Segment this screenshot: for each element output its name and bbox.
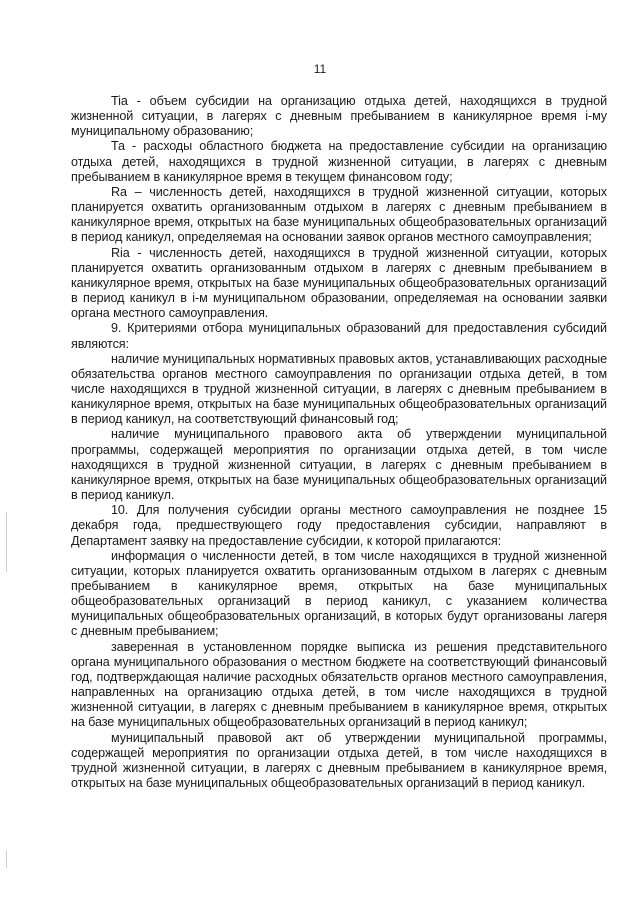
- paragraph-tia-definition: Tia - объем субсидии на организацию отдыха детей, находящихся в трудной жизненной ситуации, в лагерях с дневным пребыванием в каникулярное время i-му муниципальному образованию;: [71, 94, 607, 139]
- paragraph-ra-definition: Ra – численность детей, находящихся в трудной жизненной ситуации, которых планируется охватить организованным отдыхом в лагерях с дневным пребыванием в каникулярное время, открытых на базе муниципальных общеобразовательных организаций в период каникул, определяемая на основании заявок органов местного самоуправления;: [71, 184, 607, 245]
- paragraph-clause-10: 10. Для получения субсидии органы местного самоуправления не позднее 15 декабря года, предшествующего году предоставления субсидии, направляют в Департамент заявку на предоставление субсидии, к которой прилагаются:: [71, 503, 607, 548]
- paragraph-attachment-budget-extract: заверенная в установленном порядке выписка из решения представительного органа муниципального образования о местном бюджете на соответствующий финансовый год, подтверждающая наличие расходных обязательств органов местного самоуправления, направленных на организацию отдыха детей, в том числе находящихся в трудной жизненной ситуации, в лагерях с дневным пребыванием в каникулярное время, открытых на базе муниципальных общеобразовательных организаций в период каникул;: [71, 639, 607, 730]
- scan-edge-mark: [6, 850, 7, 868]
- paragraph-clause-9: 9. Критериями отбора муниципальных образований для предоставления субсидий являются:: [71, 321, 607, 351]
- paragraph-ria-definition: Ria - численность детей, находящихся в трудной жизненной ситуации, которых планируется охватить организованным отдыхом в лагерях с дневным пребыванием в каникулярное время, открытых на базе муниципальных общеобразовательных организаций в период каникул в i-м муниципальном образовании, определяемая на основании заявки органа местного самоуправления.: [71, 245, 607, 321]
- page-number: 11: [313, 62, 327, 76]
- paragraph-criterion-municipal-program: наличие муниципального правового акта об утверждении муниципальной программы, содержащей мероприятия по организации отдыха детей, в том числе находящихся в трудной жизненной ситуации, в лагерях с дневным пребыванием в каникулярное время, открытых на базе муниципальных общеобразовательных организаций в период каникул.: [71, 427, 607, 503]
- paragraph-ta-definition: Та - расходы областного бюджета на предоставление субсидии на организацию отдыха детей, находящихся в трудной жизненной ситуации, в лагерях с дневным пребыванием в каникулярное время в текущем финансовом году;: [71, 139, 607, 184]
- document-body: [71, 94, 607, 791]
- paragraph-attachment-children-info: информация о численности детей, в том числе находящихся в трудной жизненной ситуации, которых планируется охватить организованным отдыхом в лагерях с дневным пребыванием в каникулярное время, открытых на базе муниципальных общеобразовательных организаций в период каникул, с указанием количества муниципальных общеобразовательных организаций, в которых будут организованы лагеря с дневным пребыванием;: [71, 548, 607, 639]
- paragraph-attachment-program-act: муниципальный правовой акт об утверждении муниципальной программы, содержащей мероприятия по организации отдыха детей, в том числе находящихся в трудной жизненной ситуации, в лагерях с дневным пребыванием в каникулярное время, открытых на базе муниципальных общеобразовательных организаций в период каникул.: [71, 730, 607, 791]
- paragraph-criterion-normative-acts: наличие муниципальных нормативных правовых актов, устанавливающих расходные обязательства органов местного самоуправления по организации отдыха детей, в том числе находящихся в трудной жизненной ситуации, в лагерях с дневным пребыванием в каникулярное время, открытых на базе муниципальных общеобразовательных организаций в период каникул, на соответствующий финансовый год;: [71, 351, 607, 427]
- scan-edge-mark: [6, 512, 7, 572]
